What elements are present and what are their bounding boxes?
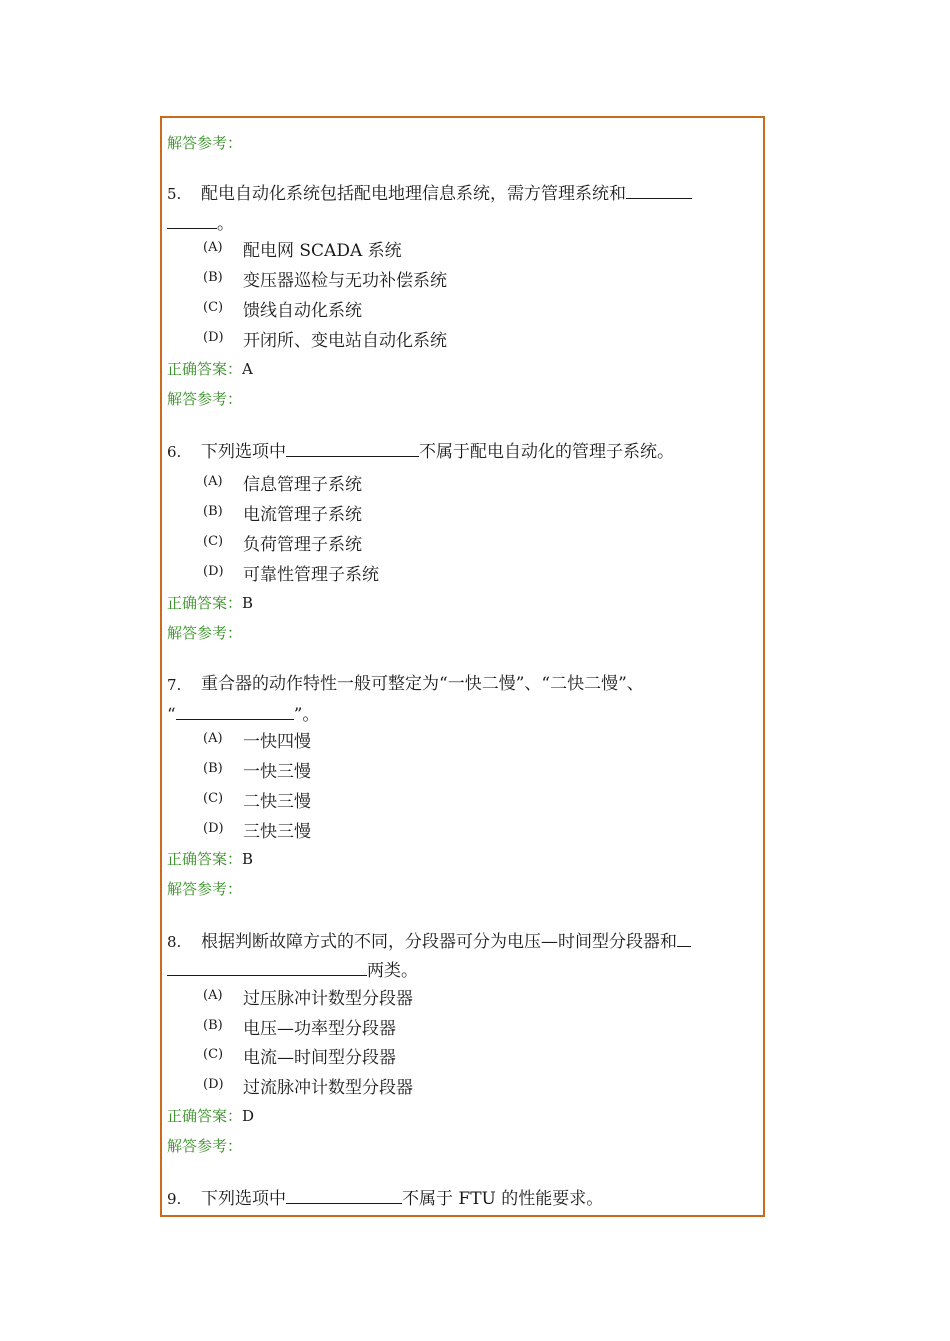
question-text: 重合器的动作特性一般可整定为“一快二慢”、“二快二慢”、 [201,674,644,694]
option-letter: (D) [203,821,224,836]
option-letter: (B) [203,1018,223,1033]
option-text: 馈线自动化系统 [243,301,362,321]
answer-blank [167,959,367,976]
correct-answer: 正确答案：B [167,850,254,868]
option-letter: (A) [203,988,223,1003]
question-text-continued: 两类。 [167,956,418,981]
option-text: 一快四慢 [243,732,311,752]
option-letter: (D) [203,1077,224,1092]
question-number: 5. [167,185,182,203]
answer-blank [167,212,217,229]
question-text-continued: “ ”。 [167,705,320,725]
option-text: 信息管理子系统 [243,475,362,495]
option-letter: (C) [203,791,224,806]
option-letter: (A) [203,731,223,746]
option-text: 变压器巡检与无功补偿系统 [243,271,447,291]
answer-blank [626,182,692,199]
answer-blank [286,440,419,457]
option-letter: (B) [203,270,223,285]
question-text: 配电自动化系统包括配电地理信息系统，需方管理系统和 [201,182,692,205]
option-text: 电流管理子系统 [243,505,362,525]
option-text: 电压—功率型分段器 [243,1019,396,1039]
reference-label: 解答参考： [167,624,243,642]
question-text: 根据判断故障方式的不同，分段器可分为电压—时间型分段器和 [201,930,691,953]
question-text: 下列选项中 不属于配电自动化的管理子系统。 [201,442,674,462]
option-text: 开闭所、变电站自动化系统 [243,331,447,351]
option-text: 可靠性管理子系统 [243,565,379,585]
option-letter: (C) [203,1047,224,1062]
option-letter: (A) [203,474,223,489]
answer-blank [677,930,691,947]
option-letter: (A) [203,240,223,255]
reference-label: 解答参考： [167,134,243,152]
question-number: 8. [167,933,182,951]
option-text: 配电网 SCADA 系统 [243,241,402,261]
reference-label: 解答参考： [167,880,243,898]
option-text: 三快三慢 [243,822,311,842]
question-number: 9. [167,1190,182,1208]
option-text: 过压脉冲计数型分段器 [243,989,413,1009]
answer-blank [176,703,294,720]
question-text-continued: 。 [167,209,234,234]
reference-label: 解答参考： [167,390,243,408]
question-text: 下列选项中 不属于 FTU 的性能要求。 [201,1189,604,1209]
option-letter: (C) [203,534,224,549]
answer-blank [286,1187,402,1204]
option-letter: (C) [203,300,224,315]
correct-answer: 正确答案：A [167,360,253,378]
question-number: 6. [167,443,182,461]
option-letter: (D) [203,330,224,345]
option-text: 电流—时间型分段器 [243,1048,396,1068]
question-number: 7. [167,676,182,694]
option-letter: (B) [203,504,223,519]
option-text: 负荷管理子系统 [243,535,362,555]
correct-answer: 正确答案：D [167,1107,255,1125]
reference-label: 解答参考： [167,1137,243,1155]
option-text: 一快三慢 [243,762,311,782]
option-letter: (B) [203,761,223,776]
option-text: 过流脉冲计数型分段器 [243,1078,413,1098]
correct-answer: 正确答案：B [167,594,254,612]
option-text: 二快三慢 [243,792,311,812]
option-letter: (D) [203,564,224,579]
